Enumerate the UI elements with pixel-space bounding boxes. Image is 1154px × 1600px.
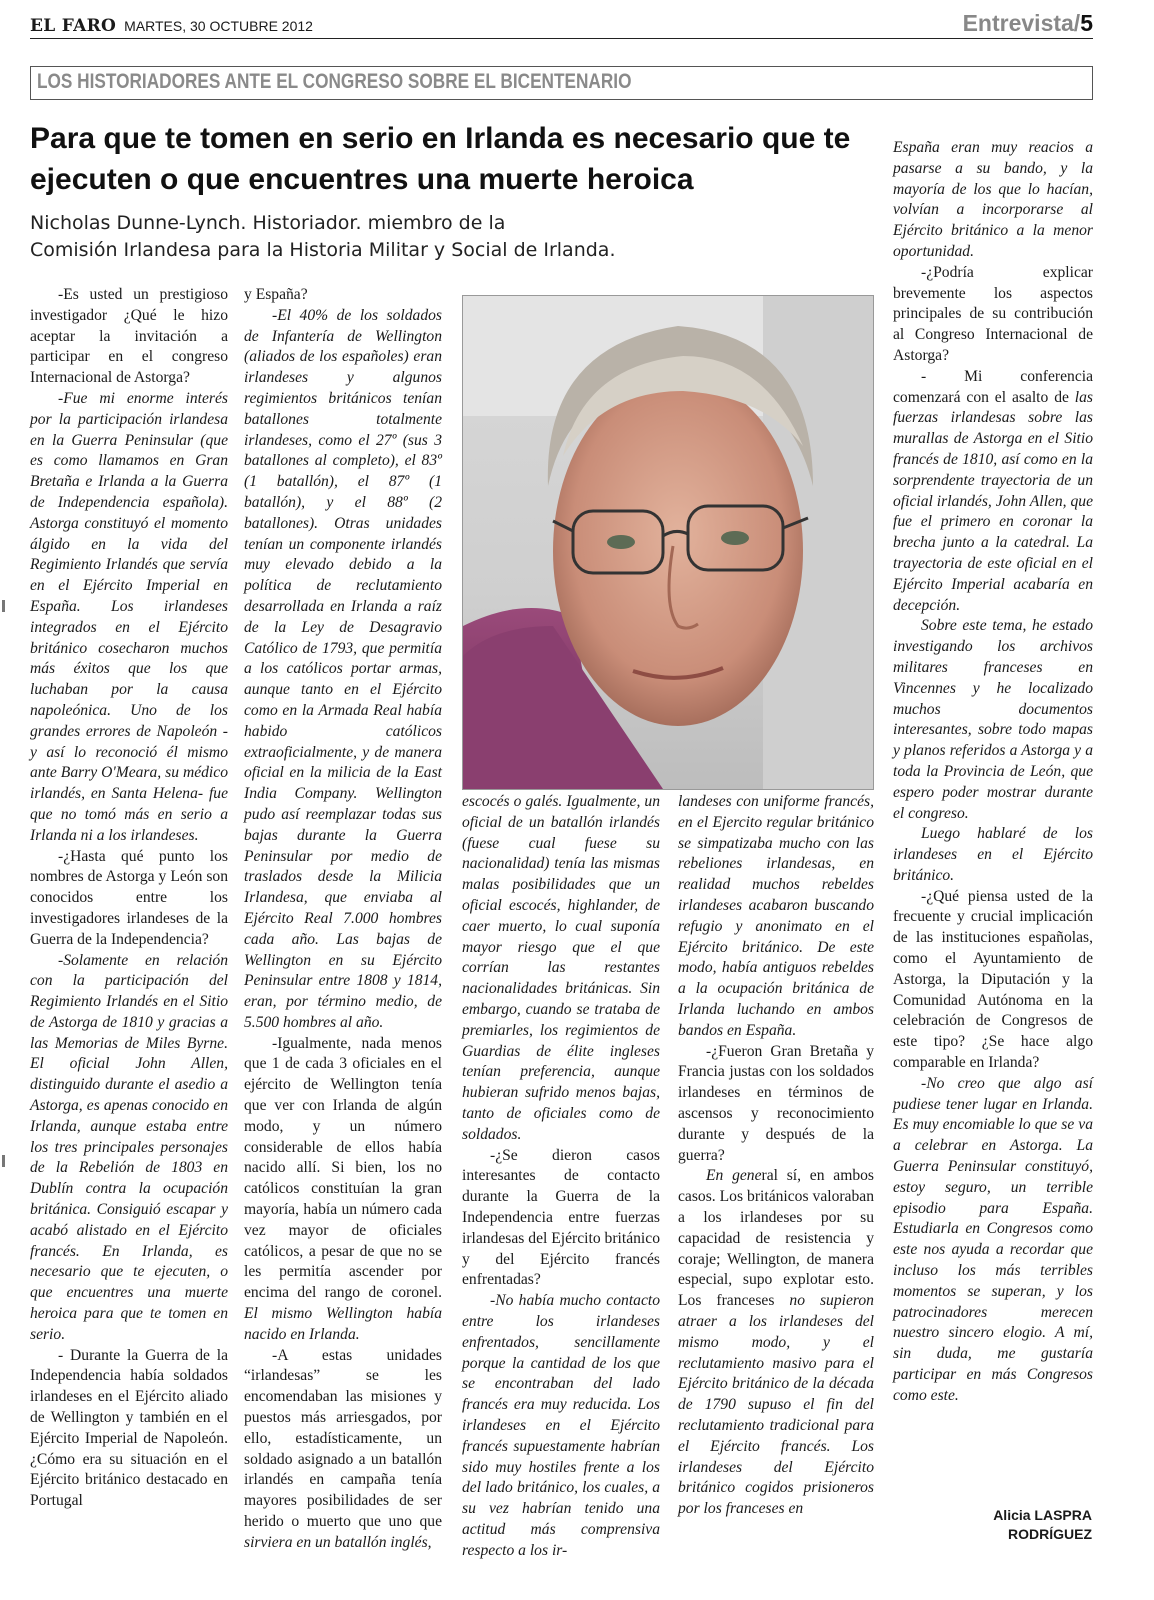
question-text: ral sí, en ambos casos. Los británicos valoraban a los irlandeses por su capacidad de resistencia y coraje; Wellington, de manera especial, supo explotar esto. Los franceses: [678, 1167, 874, 1310]
question-text: -Es usted un prestigioso investigador ¿Qué le hizo aceptar la invitación a participar en el congreso Internacional de Astorga?: [30, 286, 228, 387]
answer-text: -El 40% de los soldados de Infantería de Wellington (aliados de los españoles) eran irlandeses y algunos regimientos británicos tenían batallones totalmente irlandeses, como el 27º (sus 3 batallones al completo), el 83º (1 batallón), el 87º (1 batallón), y el 88º (2 batallones). Otras unidades tenían un componente irlandés muy elevado debido a la política de reclutamiento desarrollada en Irlanda a raíz de la Ley de Desagravio Católico de 1793, que permitía a los católicos portar armas, aunque tanto en el Ejército como en la Armada Real había habido católicos extraoficialmente, y de manera oficial en la milicia de la East India Company. Wellington pudo así reemplazar todas sus bajas durante la Guerra Peninsular por medio de traslados desde la Milicia Irlandesa, que enviaba al Ejército Real 7.000 hombres cada año. Las bajas de Wellington en su Ejército Peninsular entre 1808 y 1814, eran, por término medio, de 5.500 hombres al año.: [244, 306, 442, 1031]
article-paragraph: [462, 792, 660, 1146]
newspaper-name: EL FARO: [30, 16, 117, 36]
answer-text: -Fue mi enorme interés por la participación irlandesa en la Guerra Peninsular (que es como llamamos en Gran Bretaña e Irlanda a la Guerra de Independencia española). Astorga constituyó el momento álgido en la vida del Regimiento Irlandés que servía en el Ejército Imperial en España. Los irlandeses integrados en el Ejército británico cosecharon muchos más éxitos que los que luchaban por la causa napoleónica. Uno de los grandes errores de Napoleón -y así lo reconoció él mismo ante Barry O'Meara, su médico irlandés, en Santa Helena- fue que no tomó más en serio a Irlanda ni a los irlandeses.: [30, 389, 228, 844]
article-paragraph: [893, 138, 1093, 263]
article-paragraph: [893, 1074, 1093, 1407]
article-paragraph: [678, 1042, 874, 1167]
article-column-1: [30, 285, 228, 1550]
answer-text: escocés o galés. Igualmente, un oficial de un batallón irlandés (fuese cual fuese su nacionalidad) tenía las mismas malas posibilidades que un oficial escocés, highlander, de caer muerto, lo cual suponía mayor riesgo que el que corrían las restantes nacionalidades británicas. Sin embargo, cuando se trataba de premiarles, los regimientos de Guardias de élite ingleses tenían preferencia, aunque hubieran sufrido menos bajas, tanto de oficiales como de soldados.: [462, 793, 660, 1143]
article-paragraph: [244, 285, 442, 306]
article-paragraph: [30, 1346, 228, 1512]
article-column-5: [893, 138, 1093, 1468]
answer-text: Sobre este tema, he estado investigando los archivos militares franceses en Vincennes y he localizado muchos documentos interesantes, sobre todo mapas y planos referidos a Astorga y a toda la Provincia de León, que espero poder mostrar durante el congreso.: [893, 617, 1093, 822]
byline-line: RODRÍGUEZ: [1008, 1526, 1092, 1542]
article-paragraph: [893, 616, 1093, 824]
question-text: -¿Hasta qué punto los nombres de Astorga y León son conocidos entre los investigadores irlandeses de la Guerra de la Independencia?: [30, 847, 228, 948]
answer-text: El mismo Wellington había nacido en Irlanda.: [244, 1305, 442, 1343]
article-paragraph: [30, 285, 228, 389]
article-paragraph: [678, 1166, 874, 1520]
subtitle-line: Comisión Irlandesa para la Historia Militar y Social de Irlanda.: [30, 239, 616, 261]
article-paragraph: [678, 792, 874, 1042]
article-paragraph: [244, 306, 442, 1034]
interviewee-photo: [462, 295, 874, 790]
scan-mark: [2, 600, 5, 612]
article-paragraph: [462, 1146, 660, 1292]
article-column-2: [244, 285, 442, 1550]
question-text: - Durante la Guerra de la Independencia había soldados irlandeses en el Ejército aliado de Wellington y también en el Ejército Imperial de Napoleón. ¿Cómo era su situación en el Ejército británico destacado en Portugal: [30, 1346, 228, 1510]
answer-text: Luego hablaré de los irlandeses en el Ejército británico.: [893, 825, 1093, 884]
question-text: -¿Qué piensa usted de la frecuente y crucial implicación de las instituciones españolas, como el Ayuntamiento de Astorga, la Diputación y la Comunidad Autónoma en la celebración de Congresos de este tipo? ¿Se hace algo comparable en Irlanda?: [893, 887, 1093, 1072]
question-text: y España?: [244, 286, 308, 303]
question-text: -¿Podría explicar brevemente los aspectos principales de su contribución al Congreso Internacional de Astorga?: [893, 263, 1093, 364]
article-paragraph: [30, 389, 228, 847]
answer-text: -Solamente en relación con la participación del Regimiento Irlandés en el Sitio de Astorga de 1810 y gracias a las Memorias de Miles Byrne. El oficial John Allen, distinguido durante el asedio a Astorga, es apenas conocido en Irlanda, aunque estaba entre los tres principales personajes de la Rebelión de 1803 en Dublín contra la ocupación británica. Consiguió escapar y acabó alistado en el Ejército francés. En Irlanda, es necesario que te ejecuten, o que encuentres una muerte heroica para que te tomen en serio.: [30, 951, 228, 1343]
article-column-3: [462, 792, 660, 1559]
title-block: [30, 118, 890, 264]
article-column-4: [678, 792, 874, 1550]
article-paragraph: [462, 1291, 660, 1561]
masthead: [30, 10, 1093, 39]
question-text: -¿Fueron Gran Bretaña y Francia justas con los soldados irlandeses en términos de ascensos y reconocimiento durante y después de la guerra?: [678, 1042, 874, 1164]
article-paragraph: [30, 951, 228, 1346]
kicker-text: LOS HISTORIADORES ANTE EL CONGRESO SOBRE EL BICENTENARIO: [37, 70, 632, 93]
subtitle-line: Nicholas Dunne-Lynch. Historiador. miembro de la: [30, 212, 506, 234]
answer-text: landeses con uniforme francés, en el Ejercito regular británico se simpatizaba mucho con las rebeliones irlandesas, en realidad muchos rebeldes irlandeses acabaron buscando refugio y anonimato en el Ejército británico. De este modo, había antiguos rebeldes a la ocupación británica de Irlanda luchando en ambos bandos en España.: [678, 793, 874, 1039]
headline: Para que te tomen en serio en Irlanda es necesario que te ejecuten o que encuentres una muerte heroica: [30, 122, 851, 196]
answer-text: no supieron atraer a los irlandeses del mismo modo, y el reclutamiento masivo para el Ejército británico de la década de 1790 supuso el fin del reclutamiento tradicional para el Ejército francés. Los irlandeses del Ejército británico cogidos prisioneros por los franceses en: [678, 1292, 874, 1518]
subtitle: [30, 210, 890, 264]
section-page: [963, 10, 1093, 37]
question-text: -A estas unidades “irlandesas” se les encomendaban las misiones y puestos más arriesgados, por ello, estadísticamente, un soldado asignado a un batallón irlandés en campaña tenía mayores posibilidades de ser herido o muerto que uno que: [244, 1346, 442, 1531]
question-text: -¿Se dieron casos interesantes de contacto durante la Guerra de la Independencia entre fuerzas irlandesas del Ejército británico y del Ejército francés enfrentadas?: [462, 1146, 660, 1289]
portrait-illustration: [463, 296, 873, 789]
article-paragraph: [244, 1034, 442, 1346]
answer-text: En gene: [706, 1167, 762, 1185]
page-number: 5: [1080, 10, 1093, 36]
answer-text: -No había mucho contacto entre los irlandeses enfrentados, sencillamente porque la cantidad de los que se encontraban del lado francés era muy reducida. Los irlandeses en el Ejército francés supuestamente habrían sido muy hostiles frente a los del lado británico, los cuales, a su vez habrían tenido una actitud más comprensiva respecto a los ir-: [462, 1292, 660, 1559]
article-paragraph: [893, 263, 1093, 367]
article-paragraph: [893, 367, 1093, 617]
kicker-box: [30, 66, 1093, 100]
question-text: - Mi conferencia comenzará con el asalto de: [893, 367, 1093, 406]
section-name: Entrevista/: [962, 10, 1081, 36]
article-paragraph: [244, 1346, 442, 1554]
byline: [993, 1506, 1092, 1544]
byline-line: Alicia LASPRA: [993, 1507, 1092, 1523]
scan-mark: [2, 1155, 5, 1167]
answer-text: España eran muy reacios a pasarse a su bando, y la mayoría de los que lo hacían, volvían a incorporarse al Ejército británico a la menor oportunidad.: [893, 139, 1093, 260]
issue-date: MARTES, 30 OCTUBRE 2012: [124, 18, 313, 34]
article-paragraph: [893, 824, 1093, 886]
answer-text: -No creo que algo así pudiese tener lugar en Irlanda. Es muy encomiable lo que se va a celebrar en Astorga. La Guerra Peninsular constituyó, estoy seguro, un terrible episodio para España. Estudiarla en Congresos como este nos ayuda a recordar que incluso los más terribles momentos se superan, y los patrocinadores merecen nuestro sincero elogio. A mí, sin duda, me gustaría participar en más Congresos como este.: [893, 1074, 1093, 1404]
answer-text: sirviera en un batallón inglés,: [244, 1533, 432, 1551]
article-paragraph: [893, 887, 1093, 1074]
answer-text: las fuerzas irlandesas sobre las murallas de Astorga en el Sitio francés de 1810, así como en la sorprendente trayectoria de un oficial irlandés, John Allen, que fue el primero en coronar la brecha junto a la catedral. La trayectoria de este oficial en el Ejército Imperial acabaría en decepción.: [893, 388, 1093, 614]
article-paragraph: [30, 847, 228, 951]
question-text: -Igualmente, nada menos que 1 de cada 3 oficiales en el ejército de Wellington tenía que ver con Irlanda de algún modo, y un número considerable de ellos había nacido allí. Si bien, los no católicos constituían la gran mayoría, había un número cada vez mayor de oficiales católicos, a pesar de que no se les permitía ascender por encima del rango de coronel.: [244, 1034, 442, 1302]
